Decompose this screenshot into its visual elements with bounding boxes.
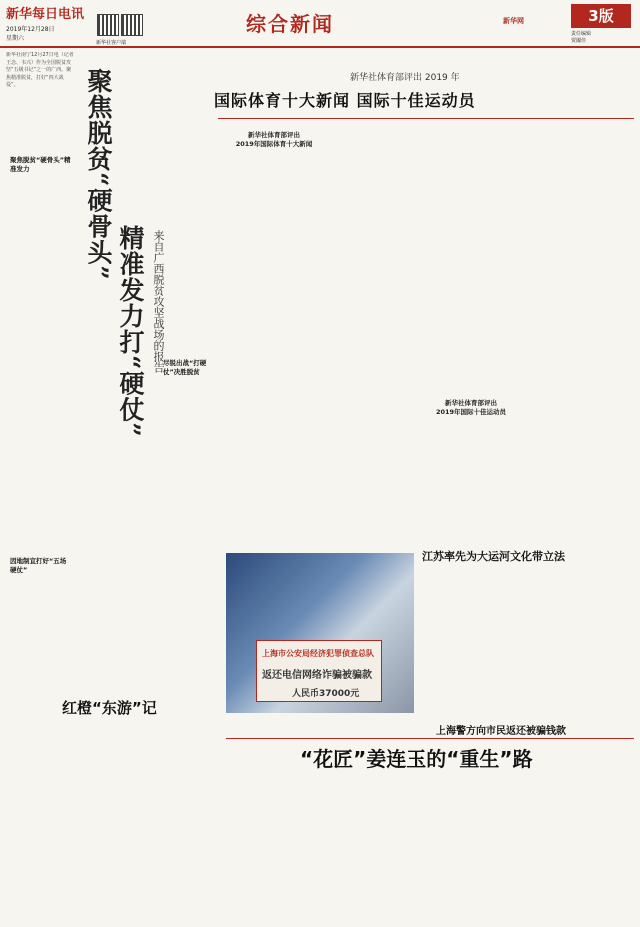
page-number-badge: 3版 (571, 4, 631, 28)
subhead-1: 聚焦脱贫“硬骨头”精准发力 (10, 156, 71, 173)
top-story-headline: 国际体育十大新闻 国际十佳运动员 (214, 91, 476, 110)
issue-date: 2019年12月28日 (6, 26, 55, 33)
divider (218, 118, 634, 119)
plaque-amount: 人民币37000元 (292, 689, 360, 699)
qr-label: 新华社客户端 (96, 40, 127, 46)
box1-title: 新华社体育部评出 2019年国际体育十大新闻 (235, 131, 313, 148)
issue-weekday: 星期六 (6, 35, 25, 42)
subhead-3: 尽锐出战“打硬仗”决胜脱贫 (163, 359, 207, 376)
lead-intro: 新华社南宁12月27日电（记者王念、韦兴）作为全国脱贫攻坚“五级书记”之一的广西，聚焦精准脱贫，打好“四大战役”。 (6, 52, 74, 88)
canal-headline: 江苏率先为大运河文化带立法 (422, 550, 565, 563)
editor-credit: 责任编辑 贾國佳 (571, 31, 592, 44)
box2-title: 新华社体育部评出 2019年国际十佳运动员 (435, 399, 507, 416)
plaque-mid: 返还电信网络诈骗被骗款 (262, 670, 372, 681)
subhead-2: 因地制宜打好“五场硬仗” (10, 557, 67, 574)
qr-code-icon (121, 14, 143, 36)
lead-headline-1: 聚焦脱贫“硬骨头” (84, 68, 113, 281)
xinhua-logo: 新华网 (503, 17, 524, 25)
lead-subtitle: 来自广西脱贫攻坚战场的报告 (152, 230, 165, 373)
paper-name: 新华每日电讯 (6, 7, 85, 22)
top-story-kicker: 新华社体育部评出 2019 年 (350, 73, 460, 83)
bottom-left-headline: 红橙“东游”记 (62, 699, 157, 717)
qr-code-icon (97, 14, 119, 36)
lead-headline-2: 精准发力打“硬仗” (116, 225, 145, 438)
bottom-headline: “花匠”姜连玉的“重生”路 (300, 747, 533, 771)
police-headline: 上海警方向市民返还被骗钱款 (436, 726, 566, 737)
plaque-top: 上海市公安局经济犯罪侦查总队 (262, 649, 374, 658)
section-title: 综合新闻 (246, 12, 334, 36)
divider (226, 738, 634, 739)
